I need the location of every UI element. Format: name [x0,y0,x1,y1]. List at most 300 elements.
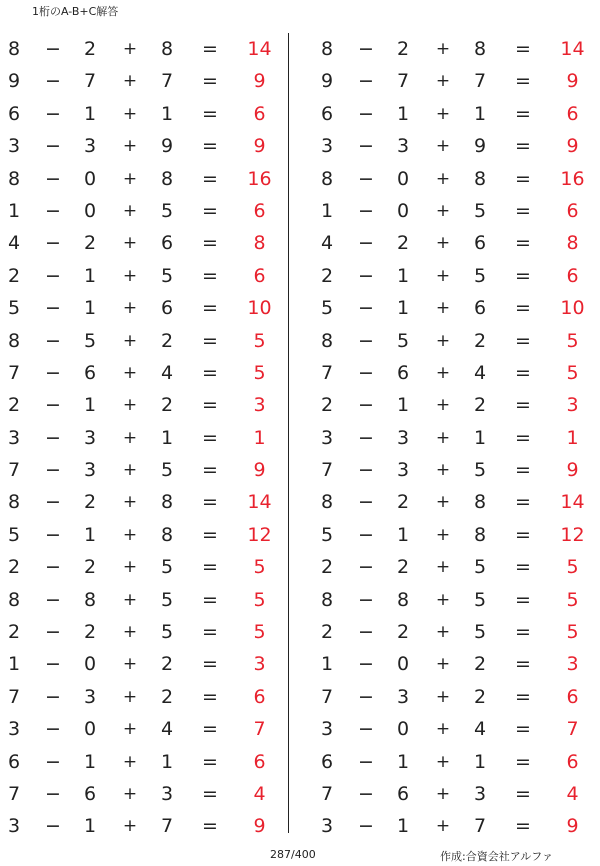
answer: 5 [566,361,579,384]
equation-row [0,648,290,680]
operand-a: 7 [7,685,21,708]
plus-sign: + [435,136,451,157]
answer: 4 [253,782,266,805]
equation-row [0,681,290,713]
equals-sign: = [515,394,531,417]
equation-row [0,746,290,778]
plus-sign: + [122,103,138,124]
operand-b: 3 [83,135,97,158]
equals-sign: = [202,459,218,482]
operand-c: 5 [160,199,174,222]
equation-row [313,33,600,65]
operand-c: 8 [473,491,487,514]
answer: 1 [253,426,266,449]
answer: 3 [566,394,579,417]
operand-a: 8 [320,588,334,611]
plus-sign: + [122,460,138,481]
operand-c: 7 [160,815,174,838]
operand-a: 4 [320,232,334,255]
operand-b: 2 [83,232,97,255]
operand-c: 5 [160,264,174,287]
equation-row [313,98,600,130]
operand-b: 0 [396,653,410,676]
operand-b: 2 [396,621,410,644]
equation-row [0,260,290,292]
operand-b: 2 [396,491,410,514]
equals-sign: = [515,329,531,352]
equals-sign: = [202,70,218,93]
equation-row [313,454,600,486]
plus-sign: + [435,71,451,92]
equals-sign: = [202,653,218,676]
equation-row [313,65,600,97]
plus-sign: + [435,654,451,675]
plus-sign: + [122,136,138,157]
answer: 14 [247,491,272,514]
equation-row [313,616,600,648]
answer: 9 [253,459,266,482]
operand-b: 1 [83,394,97,417]
plus-sign: + [435,330,451,351]
operand-c: 6 [473,297,487,320]
answer: 6 [566,750,579,773]
equals-sign: = [515,135,531,158]
minus-sign: − [358,135,374,158]
operand-c: 4 [473,361,487,384]
operand-c: 2 [473,329,487,352]
answer: 9 [253,135,266,158]
operand-c: 4 [473,718,487,741]
plus-sign: + [122,298,138,319]
minus-sign: − [45,685,61,708]
equals-sign: = [515,556,531,579]
operand-c: 1 [473,102,487,125]
equation-row [313,810,600,842]
minus-sign: − [45,750,61,773]
operand-a: 6 [7,750,21,773]
answer: 5 [253,361,266,384]
minus-sign: − [45,491,61,514]
operand-a: 6 [7,102,21,125]
operand-c: 1 [160,102,174,125]
plus-sign: + [435,39,451,59]
operand-b: 0 [396,718,410,741]
operand-b: 5 [396,329,410,352]
plus-sign: + [435,168,451,189]
equation-row [0,713,290,745]
equals-sign: = [202,329,218,352]
operand-c: 5 [473,621,487,644]
operand-a: 3 [320,135,334,158]
operand-a: 3 [320,426,334,449]
answer: 9 [253,815,266,838]
minus-sign: − [45,264,61,287]
operand-c: 1 [473,426,487,449]
operand-a: 6 [320,102,334,125]
equals-sign: = [202,394,218,417]
equation-row [313,422,600,454]
minus-sign: − [45,167,61,190]
equation-row [0,454,290,486]
operand-c: 9 [160,135,174,158]
minus-sign: − [45,232,61,255]
minus-sign: − [358,361,374,384]
equation-row [0,551,290,583]
equation-row [0,65,290,97]
plus-sign: + [435,492,451,513]
operand-b: 1 [83,523,97,546]
operand-c: 5 [473,556,487,579]
operand-a: 7 [320,361,334,384]
operand-b: 1 [83,815,97,838]
operand-b: 6 [396,782,410,805]
operand-c: 5 [160,621,174,644]
operand-a: 8 [7,588,21,611]
equals-sign: = [202,621,218,644]
operand-a: 2 [320,264,334,287]
plus-sign: + [435,589,451,610]
answer: 10 [560,297,585,320]
operand-c: 5 [473,459,487,482]
operand-c: 7 [473,70,487,93]
operand-c: 6 [160,232,174,255]
plus-sign: + [435,783,451,804]
minus-sign: − [358,232,374,255]
operand-c: 6 [160,297,174,320]
operand-a: 3 [320,718,334,741]
operand-b: 0 [396,199,410,222]
equation-row [0,357,290,389]
plus-sign: + [435,719,451,740]
minus-sign: − [358,264,374,287]
plus-sign: + [435,816,451,837]
minus-sign: − [358,394,374,417]
equals-sign: = [202,38,218,60]
minus-sign: − [45,588,61,611]
operand-b: 2 [83,621,97,644]
equation-row [313,713,600,745]
equals-sign: = [515,102,531,125]
minus-sign: − [358,718,374,741]
operand-b: 2 [396,556,410,579]
plus-sign: + [122,654,138,675]
operand-c: 9 [473,135,487,158]
equation-row [313,325,600,357]
operand-a: 8 [320,491,334,514]
operand-c: 3 [473,782,487,805]
operand-c: 8 [473,38,487,60]
equals-sign: = [515,70,531,93]
answer: 14 [247,38,272,60]
minus-sign: − [45,199,61,222]
operand-b: 3 [396,459,410,482]
plus-sign: + [435,362,451,383]
operand-c: 1 [160,750,174,773]
equals-sign: = [515,621,531,644]
answer: 10 [247,297,272,320]
operand-c: 5 [473,588,487,611]
minus-sign: − [358,685,374,708]
operand-a: 3 [320,815,334,838]
operand-c: 6 [473,232,487,255]
minus-sign: − [358,815,374,838]
answer: 1 [566,426,579,449]
equation-row [0,325,290,357]
minus-sign: − [358,621,374,644]
operand-b: 6 [396,361,410,384]
equals-sign: = [202,167,218,190]
operand-a: 9 [320,70,334,93]
plus-sign: + [435,622,451,643]
answer: 5 [566,329,579,352]
minus-sign: − [358,329,374,352]
operand-b: 2 [396,232,410,255]
operand-c: 2 [473,685,487,708]
operand-b: 6 [83,782,97,805]
answer: 6 [566,102,579,125]
operand-c: 2 [160,685,174,708]
equation-row [313,746,600,778]
answer: 16 [560,167,585,190]
equation-row [0,422,290,454]
operand-b: 6 [83,361,97,384]
operand-a: 2 [320,556,334,579]
plus-sign: + [435,427,451,448]
equation-row [0,33,290,65]
plus-sign: + [435,265,451,286]
equation-row [0,195,290,227]
operand-a: 7 [320,782,334,805]
answer: 6 [253,199,266,222]
equals-sign: = [515,232,531,255]
minus-sign: − [45,394,61,417]
equation-row [313,551,600,583]
operand-a: 1 [320,653,334,676]
equals-sign: = [202,232,218,255]
operand-b: 0 [83,718,97,741]
equation-row [313,389,600,421]
plus-sign: + [435,557,451,578]
minus-sign: − [45,718,61,741]
equals-sign: = [515,523,531,546]
plus-sign: + [122,168,138,189]
equals-sign: = [515,199,531,222]
plus-sign: + [122,686,138,707]
answer: 9 [566,459,579,482]
answer: 3 [566,653,579,676]
equation-row [0,292,290,324]
equals-sign: = [515,167,531,190]
answer: 5 [253,588,266,611]
equals-sign: = [202,491,218,514]
answer: 9 [566,70,579,93]
operand-c: 7 [160,70,174,93]
minus-sign: − [358,782,374,805]
minus-sign: − [45,426,61,449]
answer: 5 [253,556,266,579]
minus-sign: − [358,297,374,320]
plus-sign: + [435,751,451,772]
answer: 9 [566,135,579,158]
plus-sign: + [435,686,451,707]
answer: 9 [566,815,579,838]
plus-sign: + [122,816,138,837]
equals-sign: = [202,815,218,838]
operand-b: 2 [396,38,410,60]
operand-a: 6 [320,750,334,773]
minus-sign: − [358,199,374,222]
answer: 6 [253,102,266,125]
equation-row [313,195,600,227]
operand-c: 2 [160,329,174,352]
operand-b: 1 [396,102,410,125]
minus-sign: − [358,167,374,190]
plus-sign: + [435,103,451,124]
minus-sign: − [358,588,374,611]
operand-c: 3 [160,782,174,805]
plus-sign: + [435,460,451,481]
minus-sign: − [45,70,61,93]
answer: 8 [566,232,579,255]
operand-c: 8 [160,167,174,190]
operand-b: 2 [83,38,97,60]
equals-sign: = [202,199,218,222]
minus-sign: − [45,782,61,805]
equation-row [0,810,290,842]
operand-a: 7 [320,685,334,708]
operand-b: 7 [396,70,410,93]
operand-b: 0 [83,167,97,190]
answer: 5 [566,588,579,611]
plus-sign: + [435,233,451,254]
operand-a: 8 [320,38,334,60]
operand-b: 3 [396,426,410,449]
operand-a: 2 [7,394,21,417]
equals-sign: = [202,102,218,125]
column-divider [288,33,289,833]
plus-sign: + [122,39,138,59]
equals-sign: = [202,685,218,708]
operand-b: 0 [83,199,97,222]
problem-column-right [313,33,600,838]
answer: 5 [253,621,266,644]
plus-sign: + [122,492,138,513]
minus-sign: − [45,653,61,676]
answer: 6 [253,750,266,773]
operand-a: 5 [320,523,334,546]
equation-row [313,681,600,713]
minus-sign: − [358,556,374,579]
operand-c: 2 [473,394,487,417]
operand-b: 1 [83,264,97,287]
operand-c: 4 [160,361,174,384]
operand-b: 1 [396,815,410,838]
page-title: 1桁のA-B+C解答 [32,5,119,18]
equals-sign: = [202,556,218,579]
equals-sign: = [202,750,218,773]
operand-b: 3 [83,426,97,449]
operand-b: 8 [396,588,410,611]
operand-b: 1 [396,750,410,773]
operand-a: 3 [7,815,21,838]
plus-sign: + [435,298,451,319]
plus-sign: + [435,524,451,545]
operand-a: 7 [7,459,21,482]
operand-b: 2 [83,556,97,579]
equals-sign: = [515,815,531,838]
operand-b: 1 [83,750,97,773]
minus-sign: − [358,750,374,773]
equals-sign: = [515,685,531,708]
answer: 6 [253,264,266,287]
minus-sign: − [358,426,374,449]
minus-sign: − [358,523,374,546]
equals-sign: = [202,718,218,741]
minus-sign: − [45,459,61,482]
plus-sign: + [122,330,138,351]
operand-a: 8 [7,38,21,60]
minus-sign: − [45,38,61,60]
page-number: 287/400 [270,848,316,861]
answer: 6 [566,685,579,708]
equals-sign: = [202,297,218,320]
operand-b: 1 [83,297,97,320]
minus-sign: − [45,556,61,579]
operand-b: 0 [396,167,410,190]
operand-c: 2 [473,653,487,676]
operand-b: 3 [83,459,97,482]
plus-sign: + [122,557,138,578]
operand-c: 1 [160,426,174,449]
plus-sign: + [122,719,138,740]
minus-sign: − [358,102,374,125]
plus-sign: + [435,395,451,416]
operand-a: 8 [320,329,334,352]
operand-a: 2 [7,621,21,644]
operand-a: 1 [7,199,21,222]
equation-row [313,584,600,616]
operand-b: 1 [83,102,97,125]
answer: 5 [253,329,266,352]
operand-a: 2 [320,621,334,644]
equation-row [313,227,600,259]
answer: 12 [247,523,272,546]
operand-a: 3 [7,718,21,741]
equals-sign: = [202,135,218,158]
plus-sign: + [435,200,451,221]
equals-sign: = [202,588,218,611]
operand-a: 5 [7,523,21,546]
equation-row [0,163,290,195]
answer: 3 [253,653,266,676]
equation-row [313,292,600,324]
plus-sign: + [122,622,138,643]
minus-sign: − [45,523,61,546]
plus-sign: + [122,524,138,545]
minus-sign: − [45,135,61,158]
operand-a: 7 [7,361,21,384]
operand-c: 5 [160,556,174,579]
plus-sign: + [122,751,138,772]
equation-row [313,486,600,518]
equation-row [313,130,600,162]
equals-sign: = [202,426,218,449]
answer: 7 [566,718,579,741]
plus-sign: + [122,265,138,286]
operand-a: 5 [7,297,21,320]
equals-sign: = [515,718,531,741]
minus-sign: − [45,297,61,320]
